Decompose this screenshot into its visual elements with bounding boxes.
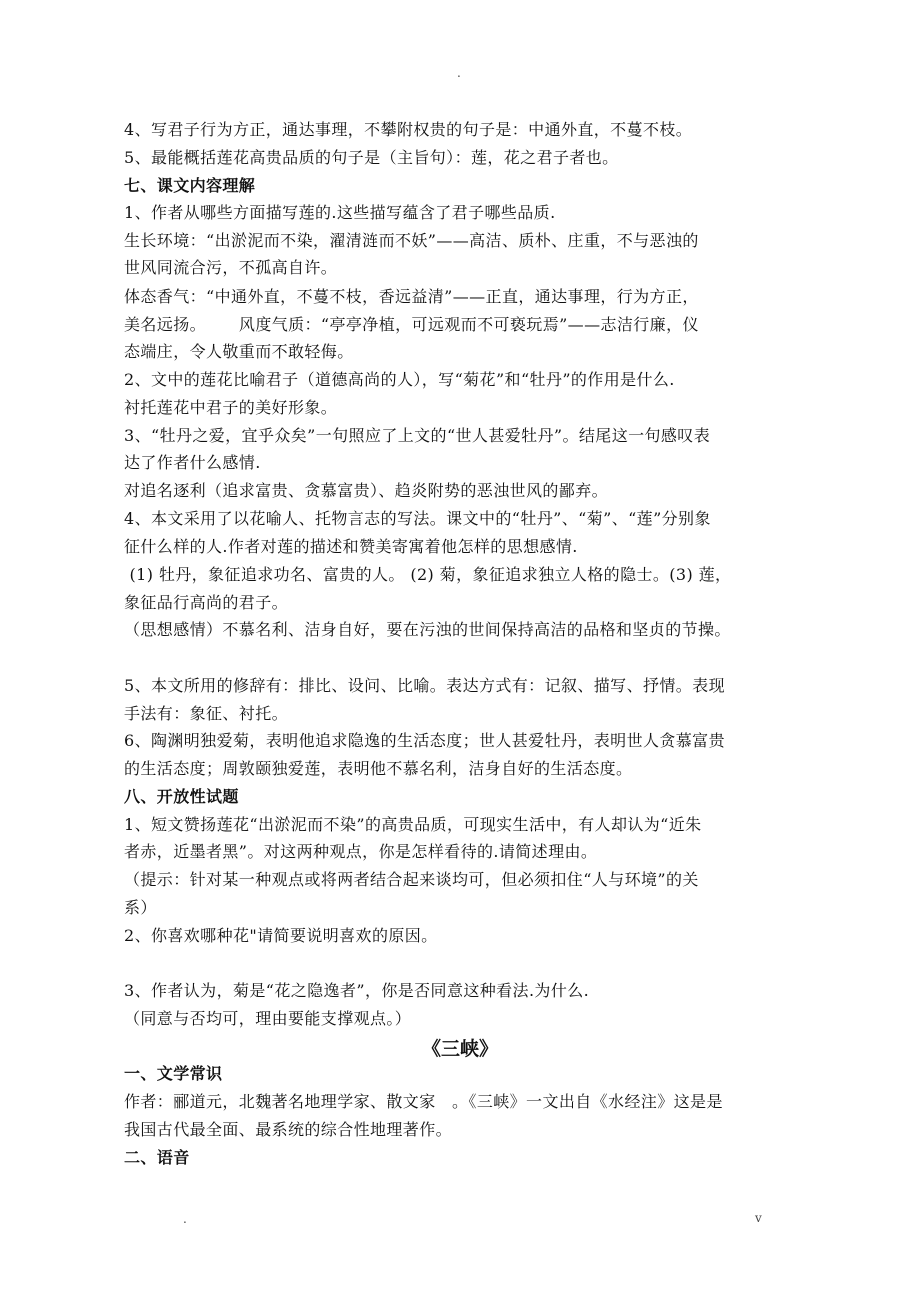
text-line: （同意与否均可，理由要能支撑观点。） <box>124 1009 412 1028</box>
text-line: 对追名逐利（追求富贵、贪慕富贵）、趋炎附势的恶浊世风的鄙弃。 <box>124 481 609 500</box>
text-line: 态端庄，令人敬重而不敢轻侮。 <box>124 342 354 361</box>
text-line: 5、本文所用的修辞有：排比、设问、比喻。表达方式有：记叙、描写、抒情。表现 <box>124 676 725 695</box>
text-line: 1、短文赞扬莲花“出淤泥而不染”的高贵品质，可现实生活中，有人却认为“近朱 <box>124 815 702 834</box>
text-line: 3、“牡丹之爱，宜乎众矣”一句照应了上文的“世人甚爱牡丹”。结尾这一句感叹表 <box>124 426 711 445</box>
text-line: （思想感情）不慕名利、洁身自好，要在污浊的世间保持高洁的品格和坚贞的节操。 <box>124 620 731 639</box>
section-heading: 七、课文内容理解 <box>124 176 256 195</box>
text-line: 5、最能概括莲花高贵品质的句子是（主旨句）：莲，花之君子者也。 <box>124 148 619 167</box>
text-line: (1) 牡丹，象征追求功名、富贵的人。 (2) 菊，象征追求独立人格的隐士。(3) 莲， <box>124 565 732 584</box>
section-title: 《三峡》 <box>421 1038 498 1060</box>
text-line: 衬托莲花中君子的美好形象。 <box>124 398 338 417</box>
text-line: 我国古代最全面、最系统的综合性地理著作。 <box>124 1120 453 1139</box>
footer-left-mark: . <box>183 1212 187 1226</box>
text-line: 2、文中的莲花比喻君子（道德高尚的人），写“菊花”和“牡丹”的作用是什么. <box>124 370 675 389</box>
header-mark: . <box>457 66 461 80</box>
text-line: 的生活态度；周敦颐独爱莲，表明他不慕名利，洁身自好的生活态度。 <box>124 759 633 778</box>
section-heading: 一、文学常识 <box>124 1064 223 1083</box>
section-heading: 二、语音 <box>124 1148 190 1167</box>
text-line: 手法有：象征、衬托。 <box>124 704 289 723</box>
text-line: 达了作者什么感情. <box>124 453 261 472</box>
text-line: 2、你喜欢哪种花"请简要说明喜欢的原因。 <box>124 926 438 945</box>
text-line: （提示：针对某一种观点或将两者结合起来谈均可，但必须扣住“人与环境”的关 <box>124 870 699 889</box>
text-line: 世风同流合污，不孤高自许。 <box>124 258 338 277</box>
text-line: 系） <box>124 898 157 917</box>
text-line: 1、作者从哪些方面描写莲的.这些描写蕴含了君子哪些品质. <box>124 203 556 222</box>
footer-right-mark: v <box>755 1211 762 1225</box>
text-line: 3、作者认为，菊是“花之隐逸者”，你是否同意这种看法.为什么. <box>124 981 590 1000</box>
text-line: 征什么样的人.作者对莲的描述和赞美寄寓着他怎样的思想感情. <box>124 537 578 556</box>
text-line: 作者：郦道元，北魏著名地理学家、散文家 。《三峡》一文出自《水经注》这是是 <box>124 1092 723 1111</box>
text-line: 4、写君子行为方正，通达事理，不攀附权贵的句子是：中通外直，不蔓不枝。 <box>124 120 693 139</box>
text-line: 体态香气：“中通外直，不蔓不枝，香远益清”——正直，通达事理，行为方正， <box>124 287 699 306</box>
text-line: 6、陶渊明独爱菊，表明他追求隐逸的生活态度；世人甚爱牡丹，表明世人贪慕富贵 <box>124 731 725 750</box>
text-line: 4、本文采用了以花喻人、托物言志的写法。课文中的“牡丹”、“菊”、“莲”分别象 <box>124 509 711 528</box>
section-heading: 八、开放性试题 <box>124 787 239 806</box>
text-line: 美名远扬。 风度气质：“亭亭净植，可远观而不可亵玩焉”——志洁行廉，仪 <box>124 315 699 334</box>
text-line: 象征品行高尚的君子。 <box>124 593 289 612</box>
text-line: 生长环境：“出淤泥而不染，濯清涟而不妖”——高洁、质朴、庄重，不与恶浊的 <box>124 231 699 250</box>
text-line: 者赤，近墨者黑”。对这两种观点，你是怎样看待的.请简述理由。 <box>124 842 598 861</box>
